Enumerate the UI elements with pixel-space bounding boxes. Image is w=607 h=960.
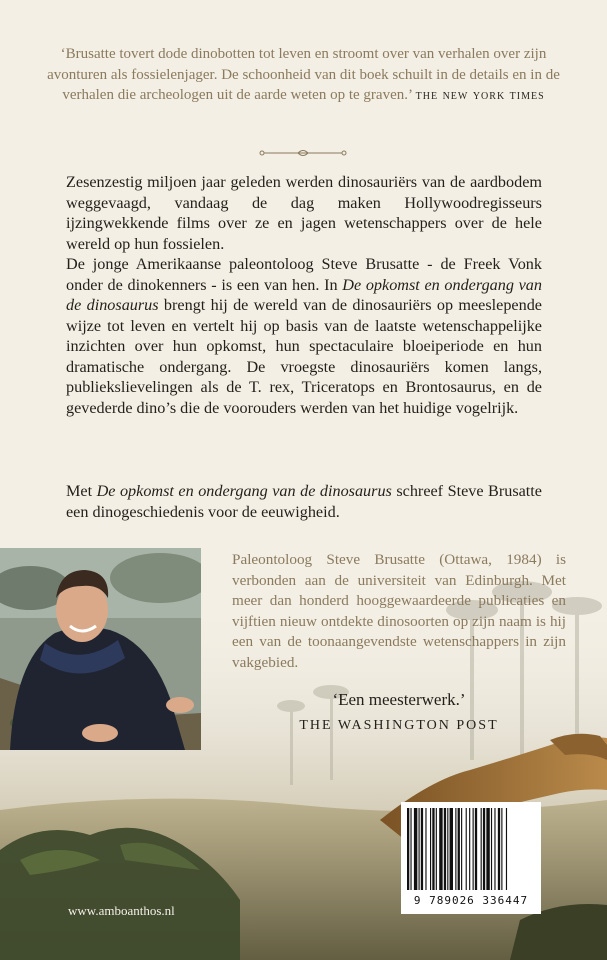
book-title-italic: De opkomst en ondergang van de dinosaurus <box>66 275 542 314</box>
barcode-icon <box>401 802 541 894</box>
paragraph-3-rest: schreef Steve Brusatte een dinogeschiedenis voor de eeuwigheid. <box>66 482 542 521</box>
paragraph-2-rest: brengt hij de wereld van de dinosauriërs op meeslepende wijze tot leven en vertelt hij op basis van de laatste wetenschappelijke inzichten over hun opkomst, hun spectaculaire bloeiperiode en hun dramatische ondergang. De vroegste dinosauriërs komen langs, publiekslievelingen als de T. rex, Triceratops en Brontosaurus, en de gevederde dino’s die de voorouders werden van het huidige vogelrijk. <box>66 296 542 417</box>
publisher-website-link[interactable]: www.amboanthos.nl <box>68 903 175 918</box>
ornament-divider-icon <box>258 147 348 159</box>
paragraph-2-intro: De jonge Amerikaanse paleontoloog Steve Brusatte - de Freek Vonk onder de dinokenners - is een van hen. In <box>66 255 542 294</box>
author-bio: Paleontoloog Steve Brusatte (Ottawa, 1984) is verbonden aan de universiteit van Edinburgh. Met meer dan honderd hooggewaardeerde publicaties en vijftien nieuw ontdekte dinosoorten op zijn naam is hij een van de toonaangevendste wetenschappers in zijn vakgebied. <box>232 551 566 671</box>
description-paragraph-1: Zesenzestig miljoen jaar geleden werden dinosauriërs van de aardbodem weggevaagd, vandaag de dag maken Hollywoodregisseurs ijzingwekkende films over ze en jagen wetenschappers over de hele wereld op hun fossielen. <box>66 173 542 253</box>
review-quote-top <box>40 44 567 107</box>
author-photo <box>0 548 201 750</box>
review-quote-text: ‘Brusatte tovert dode dinobotten tot leven en stroomt over van verhalen over zijn avonturen als fossielenjager. De schoonheid van dit boek schuilt in de details en in de verhalen die archeologen uit de aarde weten op te graven.’ <box>47 46 560 103</box>
paragraph-3-intro: Met <box>66 482 97 500</box>
review-quote-bottom-source: THE WASHINGTON POST <box>299 718 499 733</box>
review-quote-source: the new york times <box>415 88 545 103</box>
isbn-barcode <box>401 802 541 914</box>
description-paragraph-2 <box>66 254 542 418</box>
description-paragraph-3 <box>66 481 542 522</box>
book-title-italic: De opkomst en ondergang van de dinosaurus <box>96 482 392 500</box>
review-quote-bottom: ‘Een meesterwerk.’ <box>332 690 466 709</box>
isbn-number: 9 789026 336447 <box>413 894 529 907</box>
